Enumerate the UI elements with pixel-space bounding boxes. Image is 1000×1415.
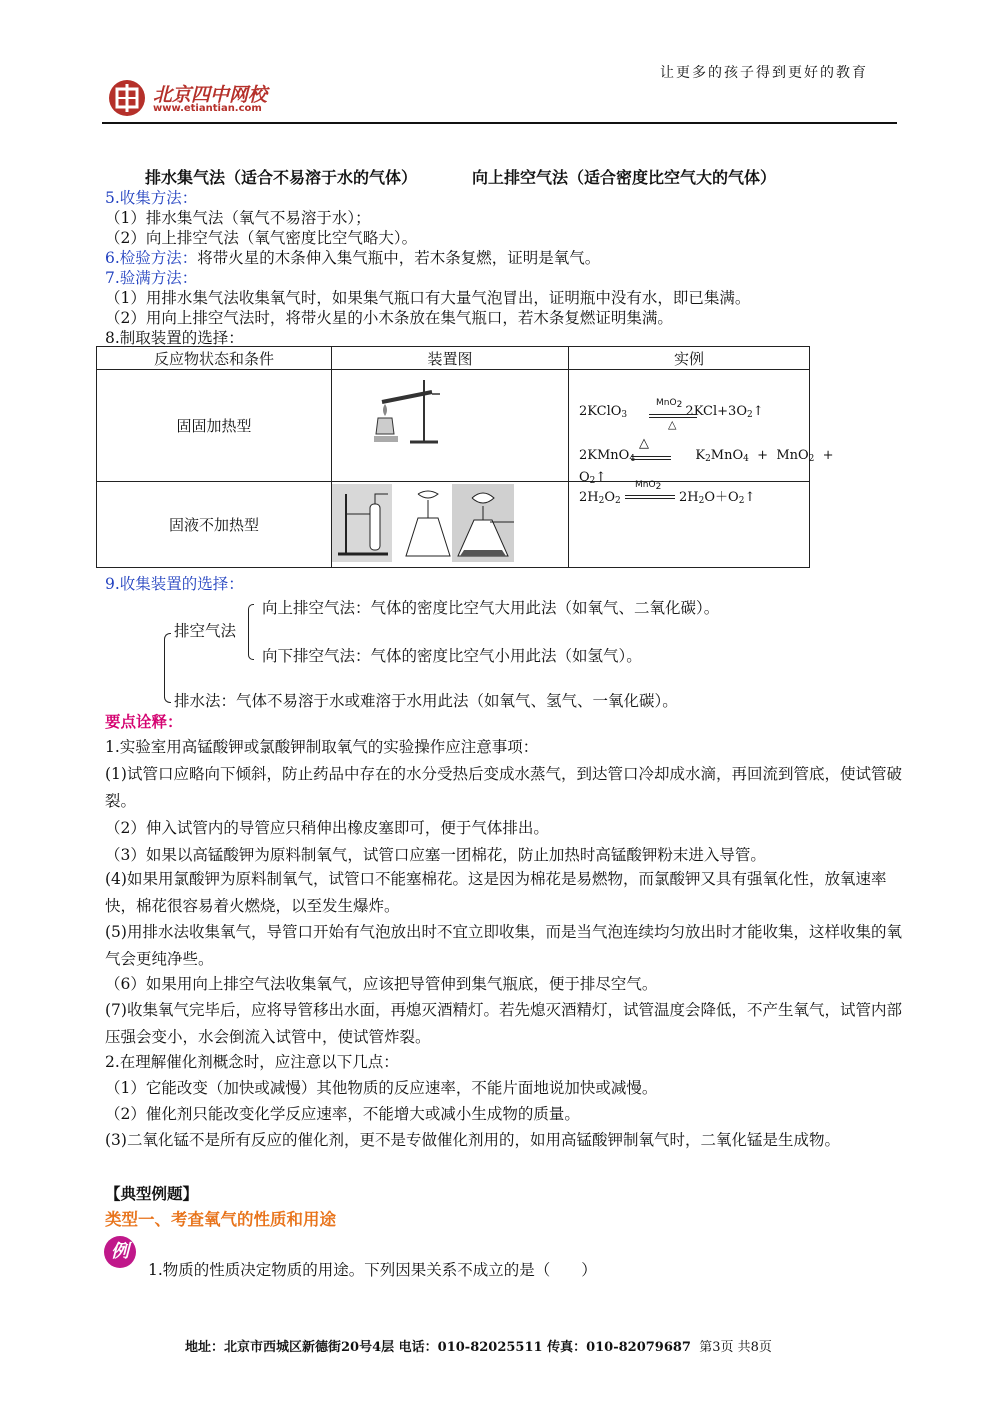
device-heading: 8.制取装置的选择：	[105, 329, 244, 347]
example-badge-icon	[104, 1236, 136, 1268]
device-table	[96, 346, 834, 568]
upward-air-text: 向上排空气法：气体的密度比空气大用此法（如氧气、二氧化碳）。	[262, 599, 720, 617]
water-method-text: 排水法：气体不易溶于水或难溶于水用此法（如氧气、氢气、一氧化碳）。	[174, 692, 678, 710]
table-header-example: 实例	[569, 347, 810, 370]
table-header-condition: 反应物状态和条件	[97, 347, 332, 370]
examples-heading: 【典型例题】	[105, 1184, 199, 1203]
key-point-1-5: (5)用排水法收集氧气，导管口开始有气泡放出时不宜立即收集，而是当气泡连续均匀放出时才能收集，这样收集的氧气会更纯净些。	[105, 923, 902, 968]
eq3-catalyst: MnO	[635, 480, 656, 490]
eq-kmno4: 2KMnO$_4$ $K_2MnO_4 + MnO_2$ +	[579, 448, 834, 464]
key-point-1-3: （3）如果以高锰酸钾为原料制氧气，试管口应塞一团棉花，防止加热时高锰酸钾粉末进入导管。	[105, 846, 766, 864]
full-item-1: （1）用排水集气法收集氧气时，如果集气瓶口有大量气泡冒出，证明瓶中没有水，即已集满。	[105, 289, 751, 307]
row1-examples: 2KClO$_3$ $2KCl+3O_2↑$ MnO2 △ 2KMnO$_4$ $K_2MnO_4 + MnO_2$ + △ $O_2↑$	[569, 370, 810, 482]
eq1-heat: △	[668, 418, 677, 431]
eq-h2o2: $2H_2O_2$ $2H_2O+O_2↑$	[579, 490, 756, 506]
footer	[185, 1336, 772, 1355]
key-points-heading: 要点诠释：	[105, 712, 183, 731]
footer-page: 第3页 共8页	[699, 1340, 772, 1355]
row2-label: 固液不加热型	[97, 482, 332, 568]
key-points-2-title: 2.在理解催化剂概念时，应注意以下几点：	[105, 1053, 399, 1071]
test-text: 将带火星的木条伸入集气瓶中，若木条复燃，证明是氧气。	[197, 249, 601, 267]
key-point-1-1: (1)试管口应略向下倾斜，防止药品中存在的水分受热后变成水蒸气，到达管口冷却成水滴，再回流到管底，使试管破裂。	[105, 765, 902, 810]
eq-kclo3: 2KClO$_3$ $2KCl+3O_2↑$	[579, 404, 764, 420]
eq2-continuation: $O_2↑$	[579, 470, 607, 486]
key-point-1-2: （2）伸入试管内的导管应只稍伸出橡皮塞即可，便于气体排出。	[105, 819, 549, 837]
example-badge-text: 例	[111, 1241, 129, 1262]
eq2-equals-line	[631, 456, 671, 460]
key-point-1-6: （6）如果用向上排空气法收集氧气，应该把导管伸到集气瓶底，便于排尽空气。	[105, 975, 658, 993]
eq2-heat: △	[639, 436, 649, 451]
key-point-1-7: (7)收集氧气完毕后，应将导管移出水面，再熄灭酒精灯。若先熄灭酒精灯，试管温度会降低，不产生氧气，试管内部压强会变小，水会倒流入试管中，使试管炸裂。	[105, 1001, 902, 1046]
inner-brace	[248, 604, 254, 660]
eq3-equals-line	[625, 495, 675, 499]
key-point-2-1: （1）它能改变（加快或减慢）其他物质的反应速率，不能片面地说加快或减慢。	[105, 1079, 658, 1097]
logo-url: www.etiantian.com	[153, 103, 262, 114]
key-point-2-2: （2）催化剂只能改变化学反应速率，不能增大或减小生成物的质量。	[105, 1105, 580, 1123]
heating-apparatus-icon	[372, 376, 452, 446]
key-point-1-4: (4)如果用氯酸钾为原料制氧气，试管口不能塞棉花。这是因为棉花是易燃物，而氯酸钾又具有强氧化性，放氧速率快，棉花很容易着火燃烧，以至发生爆炸。	[105, 870, 887, 915]
full-item-2: （2）用向上排空气法时，将带火星的小木条放在集气瓶口，若木条复燃证明集满。	[105, 309, 673, 327]
type1-heading: 类型一、考查氧气的性质和用途	[105, 1210, 336, 1229]
air-method-label: 排空气法	[174, 622, 237, 640]
eq1-catalyst: MnO	[656, 398, 677, 408]
row1-diagram	[332, 370, 569, 482]
logo-brand: 北京四中网校	[153, 84, 268, 106]
example-question-1: 1.物质的性质决定物质的用途。下列因果关系不成立的是（ ）	[148, 1261, 597, 1279]
outer-brace	[164, 633, 171, 703]
collect-heading: 5.收集方法：	[105, 189, 198, 207]
collect-item-1: （1）排水集气法（氧气不易溶于水）；	[105, 209, 371, 227]
collect-item-2: （2）向上排空气法（氧气密度比空气略大）。	[105, 229, 418, 247]
downward-air-text: 向下排空气法：气体的密度比空气小用此法（如氢气）。	[262, 647, 642, 665]
key-points-1-title: 1.实验室用高锰酸钾或氯酸钾制取氧气的实验操作应注意事项：	[105, 738, 539, 756]
test-heading: 6.检验方法：	[105, 249, 198, 267]
key-point-2-3: (3)二氧化锰不是所有反应的催化剂，更不是专做催化剂用的，如用高锰酸钾制氧气时，二氧化锰是生成物。	[105, 1131, 840, 1149]
test-row	[105, 247, 600, 269]
collect-device-heading: 9.收集装置的选择：	[105, 575, 244, 593]
slogan: 让更多的孩子得到更好的教育	[660, 65, 868, 81]
row2-diagram	[332, 482, 569, 568]
table-header-diagram: 装置图	[332, 347, 569, 370]
header-rule	[102, 122, 897, 124]
full-heading: 7.验满方法：	[105, 269, 198, 287]
caption-water-method: 排水集气法（适合不易溶于水的气体）	[145, 168, 418, 187]
solid-liquid-apparatus-icon	[332, 484, 518, 562]
footer-address: 地址：北京市西城区新德街20号4层 电话：010-82025511 传真：010-82079687	[185, 1340, 691, 1355]
school-logo-icon	[104, 78, 150, 118]
caption-upward-air-method: 向上排空气法（适合密度比空气大的气体）	[472, 168, 777, 187]
row1-label: 固固加热型	[97, 370, 332, 482]
row2-examples: $2H_2O_2$ $2H_2O+O_2↑$ MnO2	[569, 482, 810, 568]
